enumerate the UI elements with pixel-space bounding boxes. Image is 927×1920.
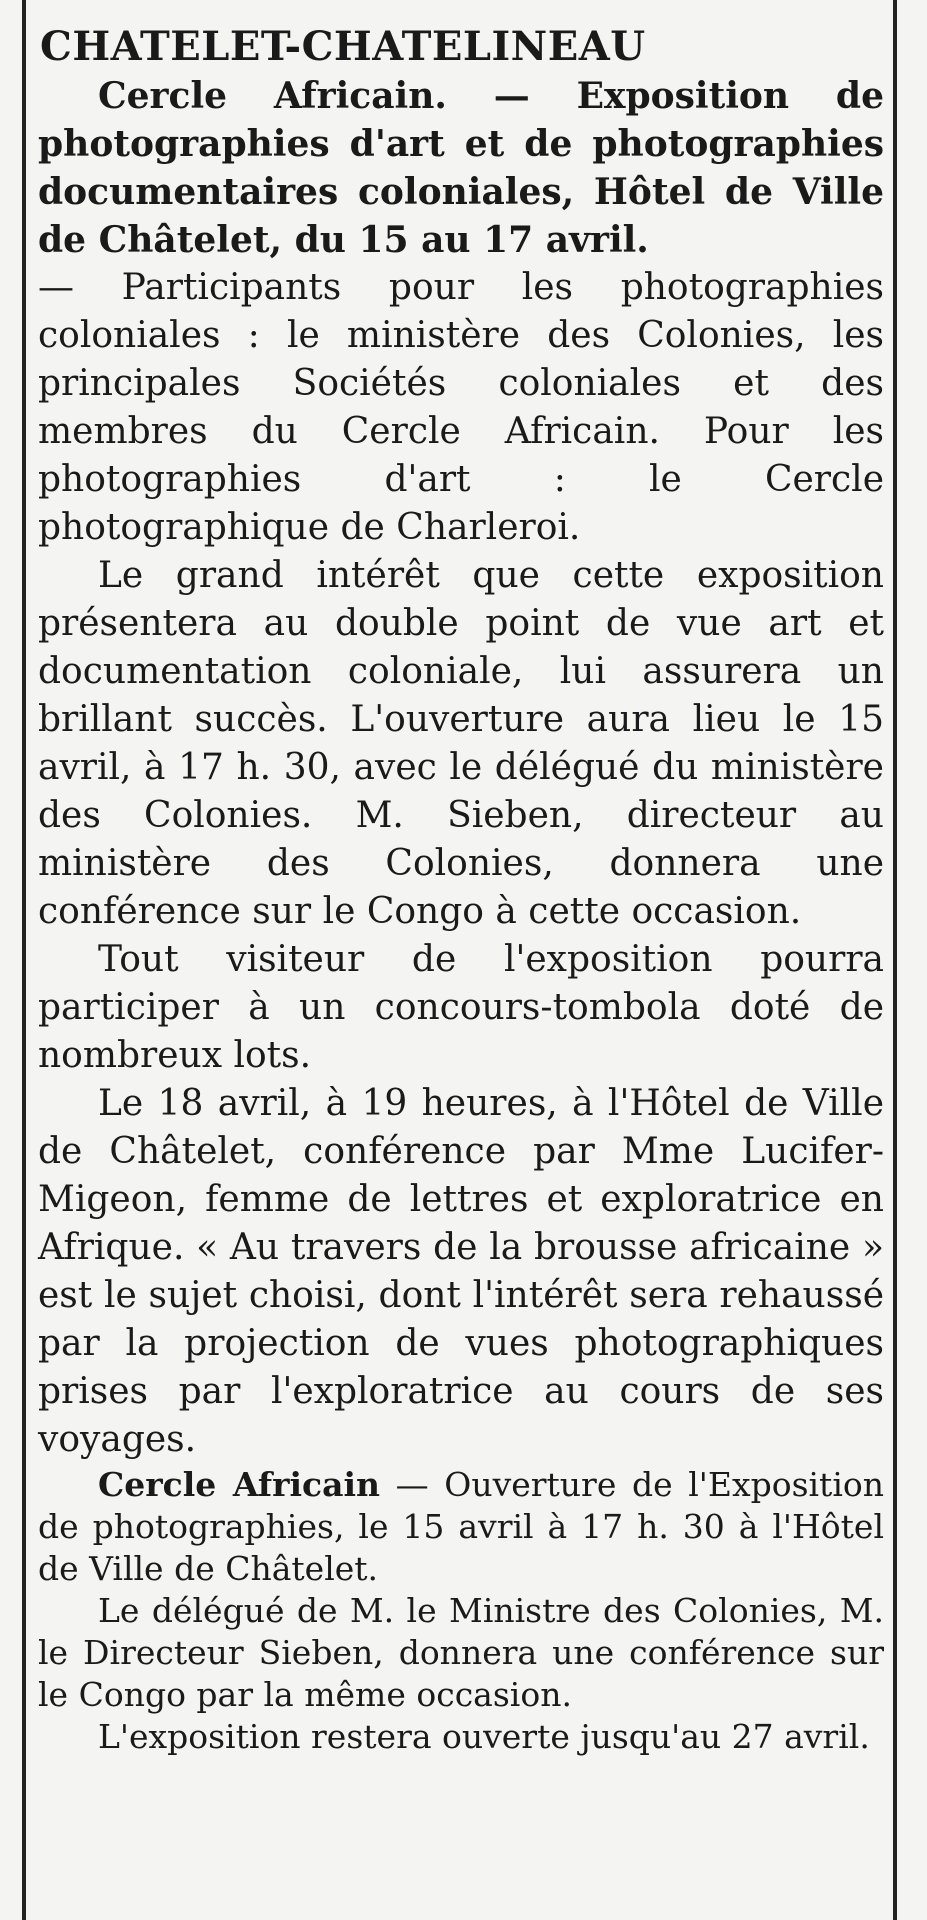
- article-headline: CHATELET-CHATELINEAU: [40, 23, 646, 70]
- adjacent-column-left-fragment: [0, 0, 20, 1920]
- article-column: [38, 22, 884, 1758]
- paragraph-conference: Le 18 avril, à 19 heures, à l'Hôtel de Ville de Châtelet, conférence par Mme Lucifer-Migeon, femme de lettres et exploratrice en Afrique. « Au travers de la brousse africaine » est le sujet choisi, dont l'intérêt sera rehaussé par la projection de vues photographiques prises par l'exploratrice au cours de ses voyages.: [38, 1083, 884, 1460]
- adjacent-column-right-fragment: [902, 0, 922, 1920]
- paragraph-opening: [38, 1464, 884, 1590]
- paragraph-interest: Le grand intérêt que cette exposition présentera au double point de vue art et documentation coloniale, lui assurera un brillant succès. L'ouverture aura lieu le 15 avril, à 17 h. 30, avec le délégué du ministère des Colonies. M. Sieben, directeur au ministère des Colonies, donnera une conférence sur le Congo à cette occasion.: [38, 555, 884, 932]
- opening-lead: Cercle Africain: [98, 1465, 381, 1504]
- column-rule-left: [22, 0, 26, 1920]
- paragraph-delegate: Le délégué de M. le Ministre des Colonies, M. le Directeur Sieben, donnera une conférence sur le Congo par la même occasion.: [38, 1591, 884, 1714]
- paragraph-tombola: Tout visiteur de l'exposition pourra participer à un concours-tombola doté de nombreux lots.: [38, 939, 884, 1076]
- paragraph-announcement-lead: Cercle Africain. — Exposition de photographies d'art et de photographies documentaires coloniales, Hôtel de Ville de Châtelet, du 15 au 17 avril.: [38, 75, 884, 261]
- paragraph-participants: — Participants pour les photographies coloniales : le ministère des Colonies, les principales Sociétés coloniales et des membres du Cercle Africain. Pour les photographies d'art : le Cercle photographique de Charleroi.: [38, 267, 884, 548]
- paragraph-closing: L'exposition restera ouverte jusqu'au 27 avril.: [98, 1717, 870, 1756]
- column-rule-right: [893, 0, 897, 1920]
- opening-text: — Ouverture de l'Exposition de photographies, le 15 avril à 17 h. 30 à l'Hôtel de Ville de Châtelet.: [38, 1465, 884, 1588]
